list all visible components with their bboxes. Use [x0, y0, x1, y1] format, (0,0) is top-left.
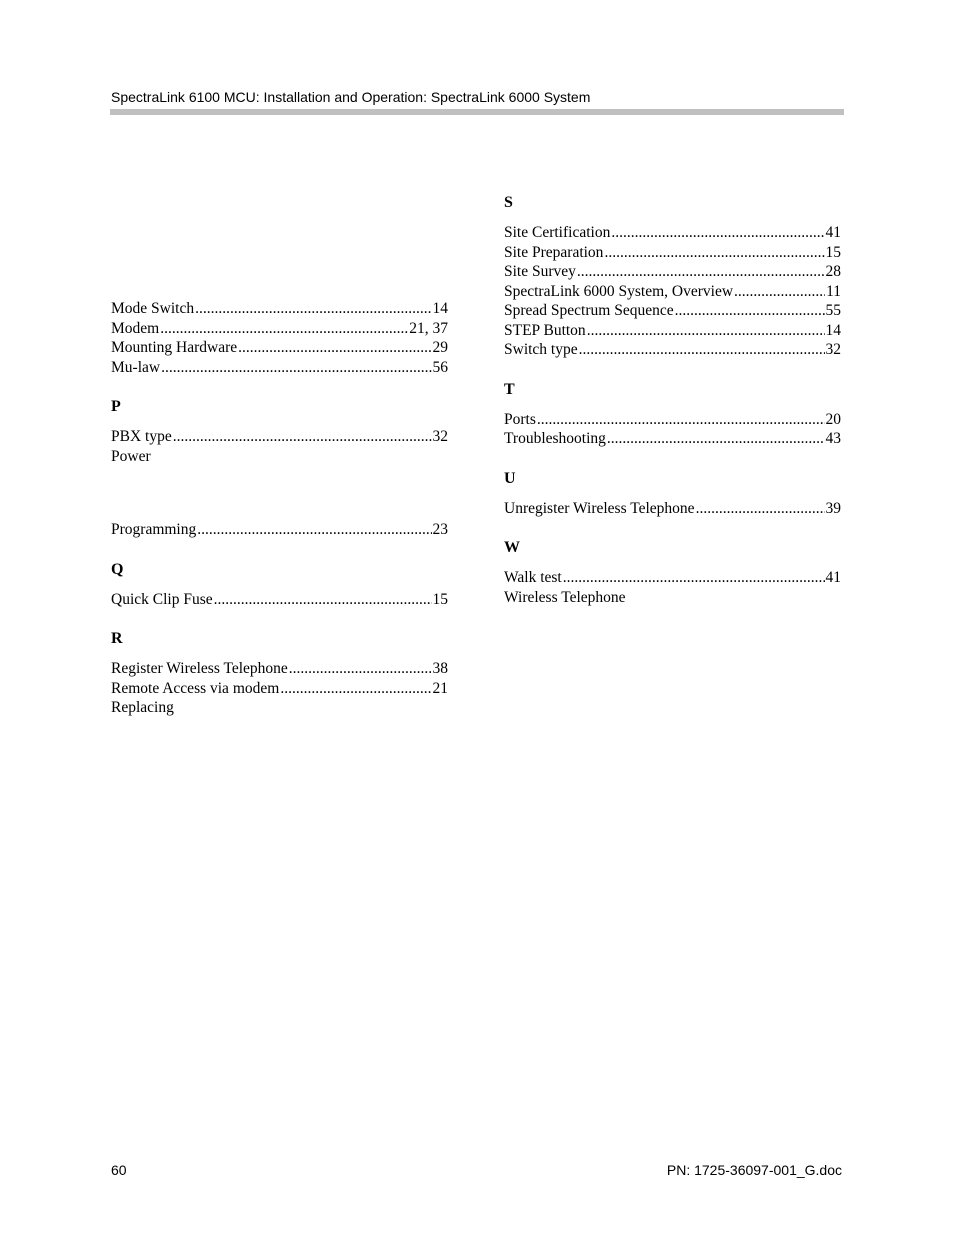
- index-entry: [504, 301, 841, 321]
- section-letter-u: U: [504, 469, 516, 487]
- index-entry: [504, 321, 841, 341]
- index-page: 56: [432, 358, 448, 376]
- dot-leader: [675, 301, 825, 321]
- section-letter-t: T: [504, 380, 515, 398]
- index-entry: [504, 410, 841, 430]
- section-letter-s: S: [504, 194, 513, 211]
- index-term: Quick Clip Fuse: [111, 590, 213, 608]
- dot-leader: [734, 282, 825, 302]
- dot-leader: [238, 338, 431, 358]
- index-entry: [111, 447, 448, 467]
- dot-leader: [587, 321, 825, 341]
- index-entry: [504, 262, 841, 282]
- dot-leader: [160, 319, 408, 339]
- index-entry: [111, 299, 448, 319]
- index-term: Site Preparation: [504, 243, 604, 261]
- index-term: Mode Switch: [111, 300, 195, 317]
- index-term: Troubleshooting: [504, 430, 606, 447]
- index-page: 32: [825, 341, 841, 358]
- index-page: 38: [432, 660, 448, 677]
- index-page: 11: [826, 282, 841, 300]
- section-letter-p: P: [111, 398, 121, 415]
- section-letter-q: Q: [111, 560, 124, 578]
- dot-leader: [173, 427, 432, 447]
- index-page: 28: [825, 263, 841, 280]
- index-page: 41: [825, 569, 841, 586]
- dot-leader: [197, 520, 431, 540]
- dot-leader: [289, 659, 432, 679]
- index-entry: [111, 679, 448, 699]
- index-term: Walk test: [504, 569, 562, 586]
- index-term: Wireless Telephone: [504, 588, 626, 606]
- index-page: 20: [825, 410, 841, 428]
- index-term: Mu-law: [111, 358, 161, 376]
- index-term: STEP Button: [504, 321, 586, 339]
- dot-leader: [607, 429, 825, 449]
- index-entry: [111, 698, 448, 718]
- section-letter-r: R: [111, 630, 123, 647]
- dot-leader: [280, 679, 431, 699]
- index-entry: [504, 223, 841, 243]
- index-column-left: [111, 299, 448, 718]
- index-column-right: [504, 193, 841, 607]
- index-page: 15: [432, 590, 448, 608]
- index-entry: [111, 358, 448, 378]
- index-page: 32: [432, 428, 448, 445]
- index-page: 21, 37: [409, 319, 448, 337]
- dot-leader: [195, 299, 431, 319]
- index-entry: [111, 319, 448, 339]
- index-entry: [504, 588, 841, 608]
- index-page: 55: [825, 302, 841, 319]
- dot-leader: [579, 340, 825, 360]
- index-entry: [111, 520, 448, 540]
- index-term: Site Survey: [504, 263, 576, 280]
- index-entry: [504, 282, 841, 302]
- index-page: 15: [825, 243, 841, 261]
- index-entry: [504, 499, 841, 519]
- index-entry: [504, 568, 841, 588]
- index-term: Modem: [111, 319, 160, 337]
- index-term: Spread Spectrum Sequence: [504, 302, 674, 319]
- index-term: Site Certification: [504, 224, 611, 241]
- index-term: Replacing: [111, 699, 174, 716]
- index-entry: [111, 338, 448, 358]
- index-term: Unregister Wireless Telephone: [504, 499, 695, 517]
- dot-leader: [604, 243, 824, 263]
- index-page: 23: [432, 521, 448, 538]
- dot-leader: [537, 410, 825, 430]
- dot-leader: [161, 358, 431, 378]
- index-term: Mounting Hardware: [111, 339, 238, 356]
- index-page: 43: [825, 430, 841, 447]
- index-term: Ports: [504, 410, 536, 428]
- section-letter-w: W: [504, 539, 520, 556]
- running-header: SpectraLink 6100 MCU: Installation and Operation: SpectraLink 6000 System: [111, 89, 591, 105]
- dot-leader: [696, 499, 825, 519]
- index-term: Switch type: [504, 341, 578, 358]
- index-page: 41: [825, 224, 841, 241]
- index-page: 21: [432, 679, 448, 697]
- index-term: Programming: [111, 521, 197, 538]
- index-entry: [111, 590, 448, 610]
- header-rule: [110, 109, 844, 115]
- dot-leader: [611, 223, 824, 243]
- index-entry: [504, 243, 841, 263]
- index-term: Remote Access via modem: [111, 679, 280, 697]
- index-entry: [504, 340, 841, 360]
- index-page: 29: [432, 339, 448, 356]
- page-number: 60: [111, 1162, 127, 1178]
- index-term: SpectraLink 6000 System, Overview: [504, 282, 734, 300]
- dot-leader: [214, 590, 432, 610]
- part-number: PN: 1725-36097-001_G.doc: [666, 1162, 842, 1178]
- dot-leader: [563, 568, 825, 588]
- index-page: 14: [825, 321, 841, 339]
- index-entry: [504, 429, 841, 449]
- index-page: 14: [432, 300, 448, 317]
- index-term: Register Wireless Telephone: [111, 660, 288, 677]
- index-page: 39: [825, 499, 841, 517]
- index-term: PBX type: [111, 428, 172, 445]
- index-entry: [111, 659, 448, 679]
- index-entry: [111, 427, 448, 447]
- dot-leader: [577, 262, 825, 282]
- index-term: Power: [111, 447, 151, 465]
